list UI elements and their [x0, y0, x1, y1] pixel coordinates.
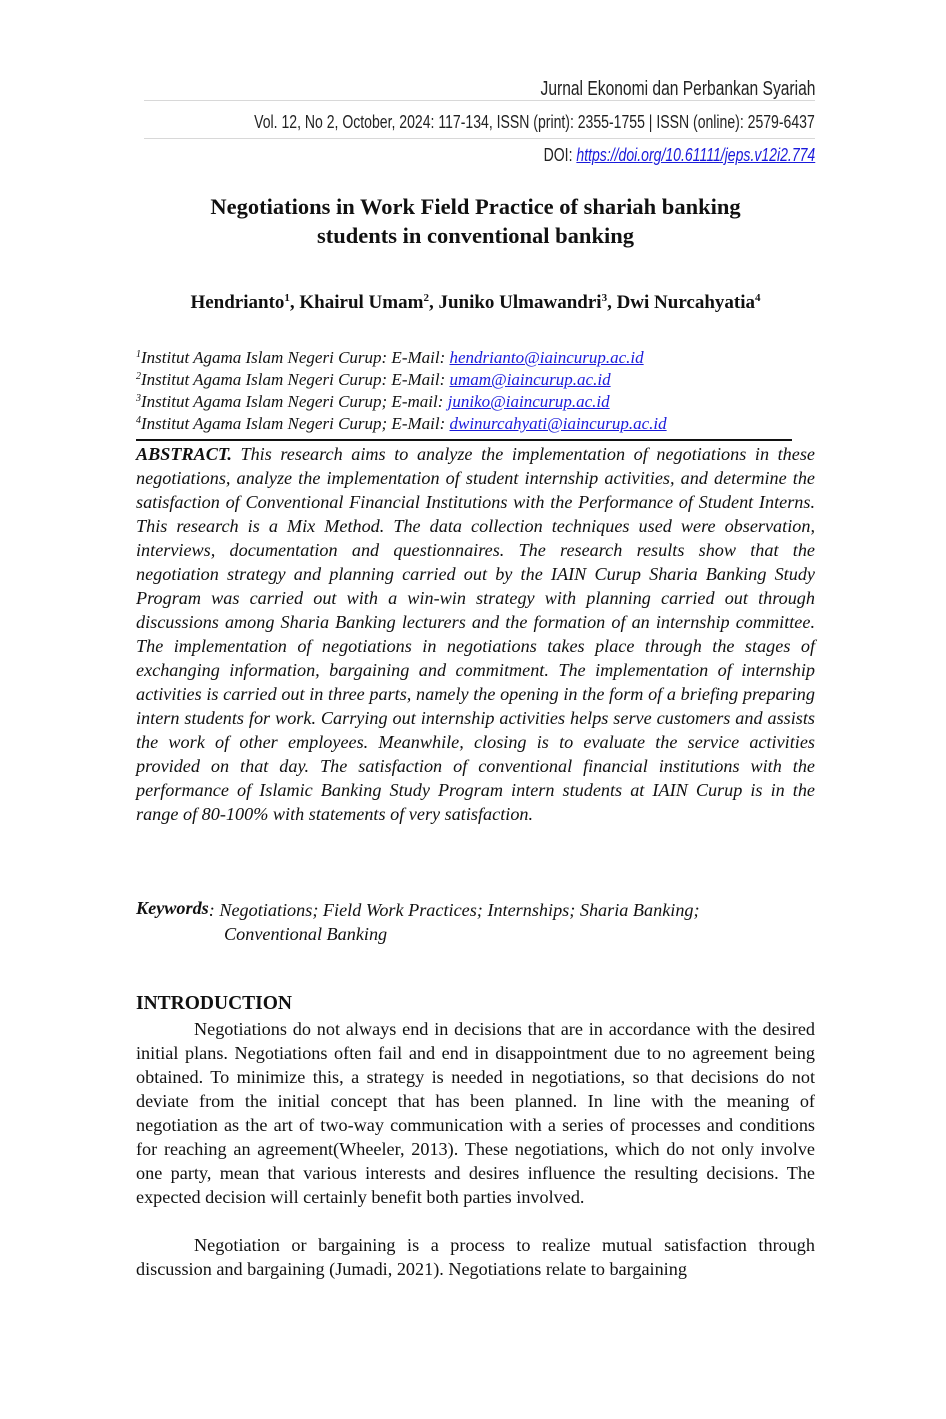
abstract-divider — [136, 439, 792, 441]
author-name: Khairul Umam — [299, 292, 424, 313]
doi-label: DOI: — [543, 145, 577, 165]
author-list — [136, 292, 815, 314]
keywords-label: Keywords — [136, 898, 209, 918]
affiliation-line — [136, 414, 667, 434]
abstract — [136, 442, 815, 826]
abstract-text: This research aims to analyze the implementation of negotiations in these negotiations, analyze the implementation of student internship activities, and determine the satisfaction of Conventional Financial Institutions with the Performance of Student Interns. This research is a Mix Method. The data collection techniques used were observation, interviews, documentation and questionnaires. The research results show that the negotiation strategy and planning carried out by the IAIN Curup Sharia Banking Study Program was carried out with a win-win strategy with planning carried out through discussions among Sharia Banking lecturers and the formation of an internship committee. The implementation of negotiations in negotiations takes place through the stages of exchanging information, bargaining and commitment. The implementation of internship activities is carried out in three parts, namely the opening in the form of a briefing preparing intern students for work. Carrying out internship activities helps serve customers and assists the work of other employees. Meanwhile, closing is to evaluate the service activities provided on that day. The satisfaction of conventional financial institutions with the performance of Islamic Banking Study Program intern students at IAIN Curup is in the range of 80-100% with statements of very satisfaction. — [136, 444, 815, 824]
affiliation-text: Institut Agama Islam Negeri Curup; E-Mail: — [141, 414, 450, 433]
affiliation-number: 2 — [136, 371, 141, 382]
email-link[interactable]: juniko@iaincurup.ac.id — [447, 392, 610, 411]
author-name: Juniko Ulmawandri — [438, 292, 602, 313]
section-heading-introduction: INTRODUCTION — [136, 993, 293, 1014]
author-affiliation-number: 4 — [755, 292, 761, 304]
author-separator: , — [428, 292, 439, 313]
title-line: students in conventional banking — [317, 223, 634, 248]
author-name: Hendrianto — [190, 292, 285, 313]
affiliation-text: Institut Agama Islam Negeri Curup; E-mail: — [141, 392, 448, 411]
affiliation-line — [136, 370, 611, 390]
header-divider — [144, 138, 815, 139]
affiliation-number: 1 — [136, 349, 141, 360]
affiliation-line — [136, 392, 610, 412]
email-link[interactable]: umam@iaincurup.ac.id — [449, 370, 611, 389]
email-link[interactable]: dwinurcahyati@iaincurup.ac.id — [449, 414, 667, 433]
author-separator: , — [607, 292, 617, 313]
affiliation-number: 4 — [136, 415, 141, 426]
author-separator: , — [289, 292, 300, 313]
title-line: Negotiations in Work Field Practice of shariah banking — [210, 194, 741, 219]
body-paragraph: Negotiations do not always end in decisions that are in accordance with the desired initial plans. Negotiations often fail and end in disappointment due to no agreement being obtained. To minimize this, a strategy is needed in negotiations, so that decisions do not deviate from the initial concept that has been planned. In line with the meaning of negotiation as the art of two-way communication with a series of processes and conditions for reaching an agreement(Wheeler, 2013). These negotiations, which do not only involve one party, mean that various interests and desires influence the resulting decisions. The expected decision will certainly benefit both parties involved. — [136, 1019, 815, 1207]
header-divider — [144, 100, 815, 101]
author-affiliation-number: 2 — [423, 292, 429, 304]
doi-line — [543, 145, 815, 166]
affiliation-line — [136, 348, 644, 368]
abstract-label: ABSTRACT. — [136, 444, 232, 464]
volume-issn-line: Vol. 12, No 2, October, 2024: 117-134, ISSN (print): 2355-1755 | ISSN (online): 2579-6437 — [254, 112, 815, 132]
affiliation-number: 3 — [136, 393, 141, 404]
journal-name: Jurnal Ekonomi dan Perbankan Syariah — [540, 78, 815, 100]
doi-link[interactable]: https://doi.org/10.61111/jeps.v12i2.774 — [576, 145, 815, 165]
author-name: Dwi Nurcahyatia — [616, 292, 756, 313]
affiliation-text: Institut Agama Islam Negeri Curup: E-Mail: — [141, 370, 450, 389]
body-paragraph: Negotiation or bargaining is a process to realize mutual satisfaction through discussion and bargaining (Jumadi, 2021). Negotiations relate to bargaining — [136, 1235, 815, 1279]
author-affiliation-number: 1 — [284, 292, 290, 304]
paper-title — [136, 192, 815, 250]
affiliation-text: Institut Agama Islam Negeri Curup: E-Mail: — [141, 348, 450, 367]
author-affiliation-number: 3 — [601, 292, 608, 304]
keywords-text: : Negotiations; Field Work Practices; Internships; Sharia Banking; Conventional Banking — [208, 900, 700, 944]
email-link[interactable]: hendrianto@iaincurup.ac.id — [449, 348, 644, 367]
